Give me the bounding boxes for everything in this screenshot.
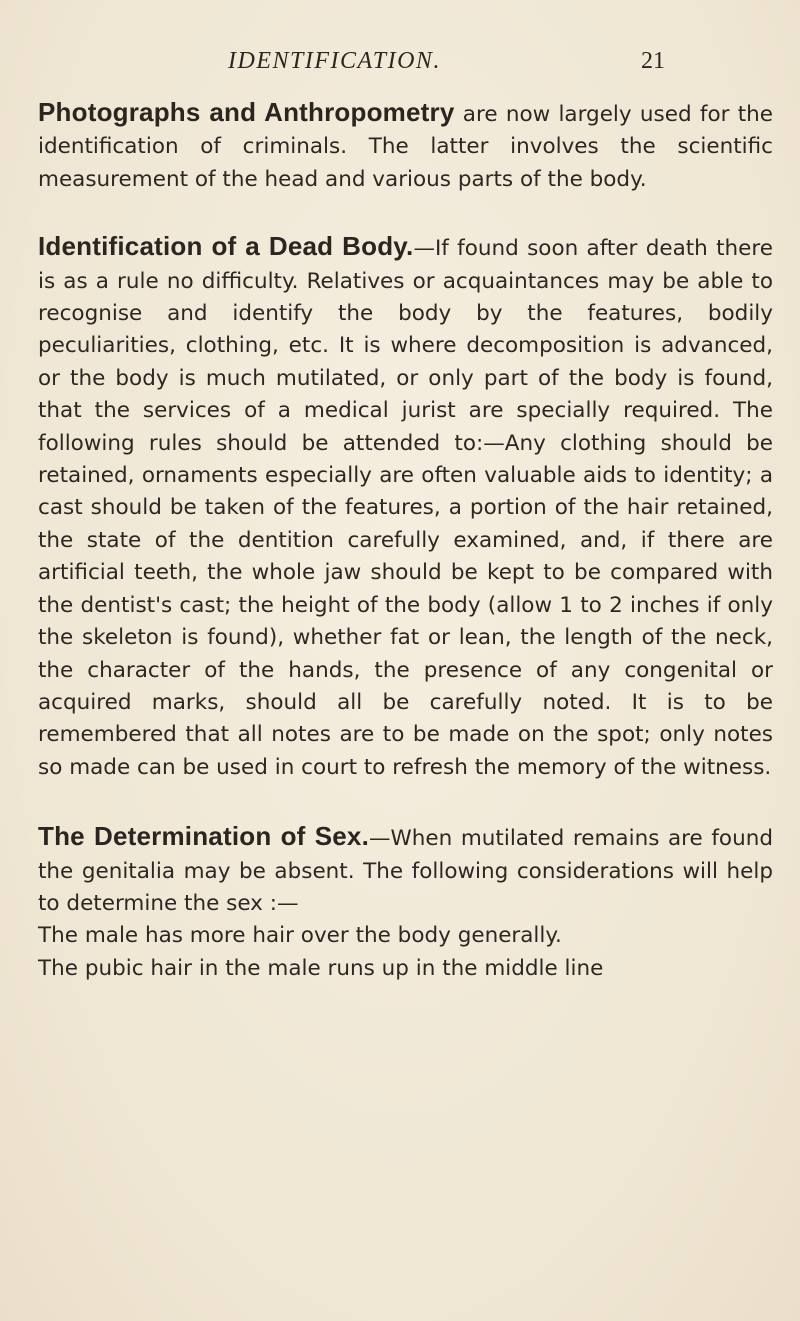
paragraph-line: The male has more hair over the body generally. bbox=[38, 923, 562, 949]
paragraph-photographs bbox=[38, 96, 773, 196]
section-heading-photographs: Photographs and Anthropometry bbox=[38, 97, 455, 127]
paragraph-text-dead-body: —If found soon after death there is as a rule no difficulty. Relatives or acquaintances may be able to recognise and identify the body by the features, bodily peculiarities, clothing, etc. It is where decomposition is advanced, or the body is much mutilated, or only part of the body is found, that the services of a medical jurist are specially required. The following rules should be attended to:—Any clothing should be retained, ornaments especially are often valuable aids to identity; a cast should be taken of the features, a portion of the hair retained, the state of the dentition carefully examined, and, if there are artificial teeth, the whole jaw should be kept to be compared with the dentist's cast; the height of the body (allow 1 to 2 inches if only the skeleton is found), whether fat or lean, the length of the neck, the character of the hands, the presence of any congenital or acquired marks, should all be carefully noted. It is to be remembered that all notes are to be made on the spot; only notes so made can be used in court to refresh the memory of the witness. bbox=[38, 236, 773, 780]
paragraph-sex bbox=[38, 820, 773, 920]
section-heading-dead-body: Identification of a Dead Body. bbox=[38, 231, 414, 262]
section-heading-sex: The Determination of Sex. bbox=[38, 821, 370, 852]
paragraph-text-sex: —When mutilated remains are found the genitalia may be absent. The following considerations will help to determine the sex :— bbox=[38, 826, 773, 916]
page-body bbox=[38, 96, 773, 985]
running-head: IDENTIFICATION. bbox=[228, 48, 441, 74]
paragraph-line: The pubic hair in the male runs up in the middle line bbox=[38, 955, 604, 981]
paragraph-dead-body bbox=[38, 230, 773, 784]
page-number: 21 bbox=[641, 48, 665, 74]
paragraph-text-photographs: are now largely used for the identification of criminals. The latter involves the scientific measurement of the head and various parts of the body. bbox=[38, 102, 773, 192]
